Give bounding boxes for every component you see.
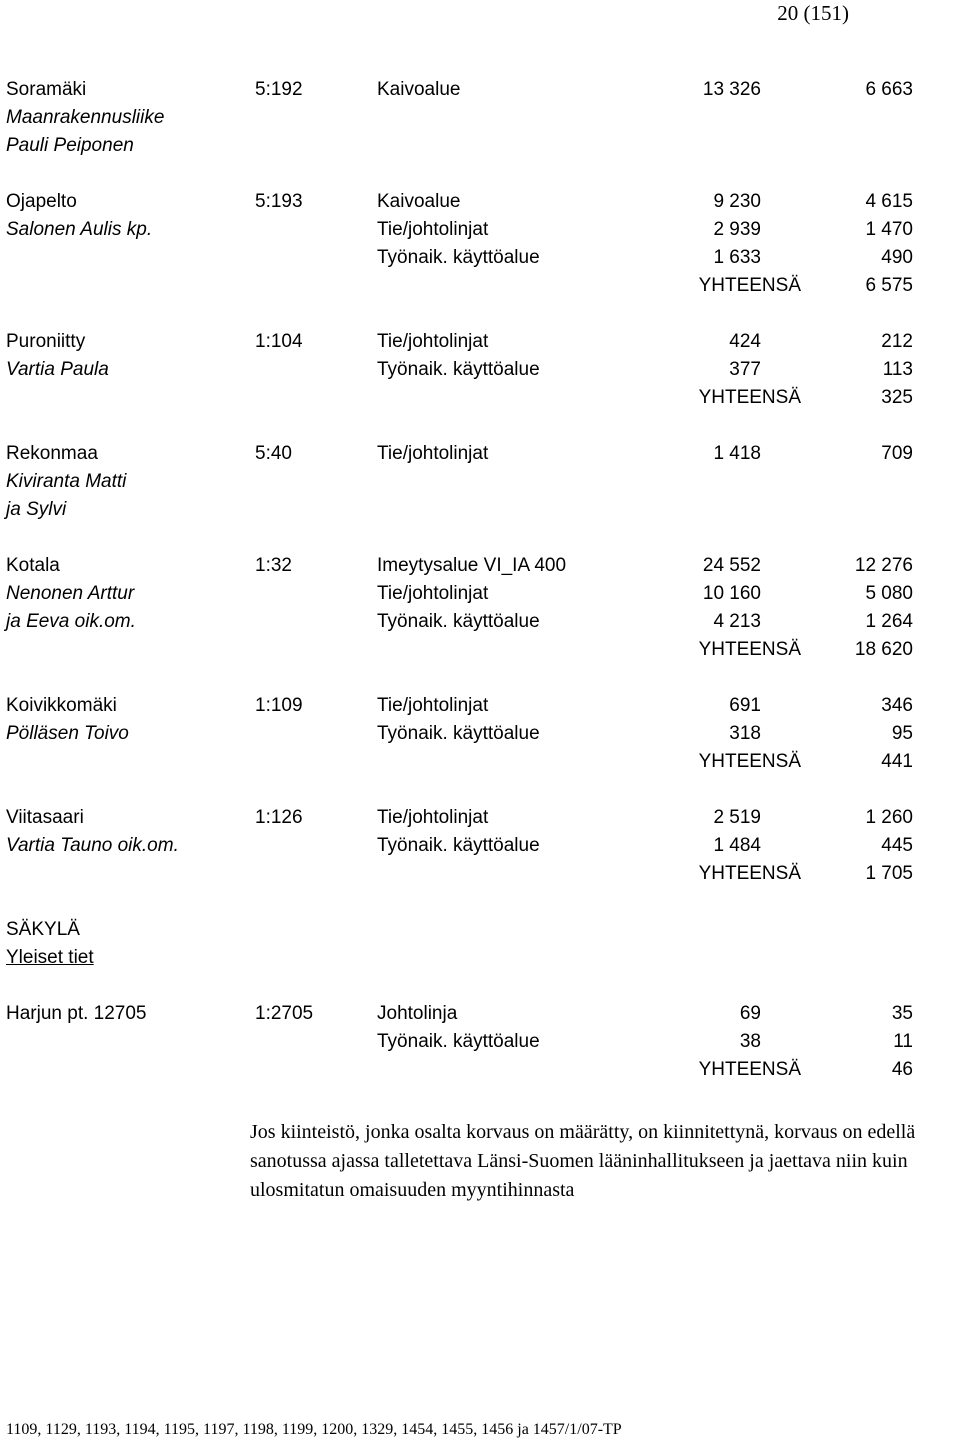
owner-cell: ja Eeva oik.om.	[6, 611, 136, 632]
table-row	[0, 944, 960, 972]
area-type-cell: Kaivoalue	[377, 191, 461, 212]
area-cell: 691	[729, 695, 761, 716]
row-spacer	[0, 888, 960, 916]
total-label-cell: YHTEENSÄ	[698, 751, 801, 772]
amount-cell: 709	[881, 443, 913, 464]
amount-cell: 1 470	[865, 219, 913, 240]
table-row	[0, 188, 960, 216]
table-row	[0, 384, 960, 412]
area-cell: 1 418	[713, 443, 761, 464]
area-type-cell: Työnaik. käyttöalue	[377, 611, 540, 632]
table-row	[0, 804, 960, 832]
table-row	[0, 552, 960, 580]
footer-reference: 1109, 1129, 1193, 1194, 1195, 1197, 1198, 1199, 1200, 1329, 1454, 1455, 1456 ja 1457/1/07-TP	[6, 1421, 622, 1438]
row-spacer	[0, 524, 960, 552]
area-cell: 2 939	[713, 219, 761, 240]
owner-cell: Koivikkomäki	[6, 695, 117, 716]
table-row	[0, 916, 960, 944]
area-cell: 13 326	[702, 79, 761, 100]
area-type-cell: Imeytysalue VI_IA 400	[377, 555, 567, 576]
total-amount-cell: 325	[881, 387, 913, 408]
owner-cell: Kiviranta Matti	[6, 471, 127, 492]
owner-cell: Harjun pt. 12705	[6, 1003, 147, 1024]
amount-cell: 35	[891, 1003, 913, 1024]
area-type-cell: Tie/johtolinjat	[377, 331, 489, 352]
total-amount-cell: 46	[891, 1059, 913, 1080]
parcel-cell: 5:192	[255, 79, 303, 100]
parcel-cell: 1:109	[255, 695, 303, 716]
owner-cell: ja Sylvi	[6, 499, 67, 520]
area-cell: 24 552	[702, 555, 761, 576]
row-spacer	[0, 664, 960, 692]
table-row	[0, 440, 960, 468]
total-label-cell: YHTEENSÄ	[698, 275, 801, 296]
total-amount-cell: 18 620	[854, 639, 913, 660]
table-row	[0, 468, 960, 496]
table-row	[0, 720, 960, 748]
parcel-cell: 1:32	[255, 555, 292, 576]
parcel-cell: 5:193	[255, 191, 303, 212]
owner-cell: Nenonen Arttur	[6, 583, 135, 604]
total-label-cell: YHTEENSÄ	[698, 387, 801, 408]
compensation-table	[0, 76, 960, 1084]
amount-cell: 1 264	[865, 611, 913, 632]
row-spacer	[0, 412, 960, 440]
amount-cell: 5 080	[865, 583, 913, 604]
table-row	[0, 1028, 960, 1056]
area-type-cell: Johtolinja	[377, 1003, 458, 1024]
row-spacer	[0, 776, 960, 804]
amount-cell: 1 260	[865, 807, 913, 828]
amount-cell: 6 663	[865, 79, 913, 100]
area-type-cell: Tie/johtolinjat	[377, 219, 489, 240]
table-row	[0, 356, 960, 384]
amount-cell: 212	[881, 331, 913, 352]
amount-cell: 4 615	[865, 191, 913, 212]
total-amount-cell: 6 575	[865, 275, 913, 296]
area-cell: 1 484	[713, 835, 761, 856]
owner-cell: SÄKYLÄ	[6, 919, 80, 940]
row-spacer	[0, 160, 960, 188]
area-type-cell: Kaivoalue	[377, 79, 461, 100]
table-row	[0, 860, 960, 888]
parcel-cell: 1:126	[255, 807, 303, 828]
note-paragraph: Jos kiinteistö, jonka osalta korvaus on määrätty, on kiinnitettynä, korvaus on edellä sanotussa ajassa talletettava Länsi-Suomen lääninhallitukseen ja jaettava niin kuin ulosmitatun omaisuuden myyntihinnasta	[250, 1121, 916, 1201]
owner-cell: Rekonmaa	[6, 443, 98, 464]
table-row	[0, 608, 960, 636]
table-row	[0, 832, 960, 860]
area-cell: 318	[729, 723, 761, 744]
owner-cell: Soramäki	[6, 79, 87, 100]
amount-cell: 95	[891, 723, 913, 744]
area-type-cell: Työnaik. käyttöalue	[377, 1031, 540, 1052]
owner-cell: Salonen Aulis kp.	[6, 219, 153, 240]
owner-cell: Kotala	[6, 555, 60, 576]
owner-cell: Vartia Paula	[6, 359, 109, 380]
amount-cell: 346	[881, 695, 913, 716]
area-type-cell: Tie/johtolinjat	[377, 443, 489, 464]
parcel-cell: 5:40	[255, 443, 292, 464]
table-row	[0, 580, 960, 608]
total-label-cell: YHTEENSÄ	[698, 639, 801, 660]
row-spacer	[0, 300, 960, 328]
table-row	[0, 272, 960, 300]
total-amount-cell: 441	[881, 751, 913, 772]
area-cell: 9 230	[713, 191, 761, 212]
table-row	[0, 748, 960, 776]
table-row	[0, 496, 960, 524]
row-spacer	[0, 972, 960, 1000]
table-row	[0, 76, 960, 104]
total-label-cell: YHTEENSÄ	[698, 863, 801, 884]
area-cell: 69	[739, 1003, 761, 1024]
area-cell: 2 519	[713, 807, 761, 828]
owner-cell: Puroniitty	[6, 331, 86, 352]
owner-cell: Ojapelto	[6, 191, 77, 212]
table-row	[0, 216, 960, 244]
parcel-cell: 1:104	[255, 331, 303, 352]
owner-cell: Maanrakennusliike	[6, 107, 165, 128]
table-row	[0, 328, 960, 356]
area-type-cell: Työnaik. käyttöalue	[377, 359, 540, 380]
amount-cell: 11	[893, 1031, 913, 1052]
area-cell: 38	[739, 1031, 761, 1052]
table-row	[0, 692, 960, 720]
area-type-cell: Työnaik. käyttöalue	[377, 835, 540, 856]
area-type-cell: Tie/johtolinjat	[377, 583, 489, 604]
area-cell: 424	[729, 331, 761, 352]
table-row	[0, 104, 960, 132]
area-type-cell: Tie/johtolinjat	[377, 807, 489, 828]
table-row	[0, 1056, 960, 1084]
area-type-cell: Työnaik. käyttöalue	[377, 723, 540, 744]
owner-cell: Vartia Tauno oik.om.	[6, 835, 179, 856]
owner-cell: Pölläsen Toivo	[6, 723, 129, 744]
table-row	[0, 244, 960, 272]
amount-cell: 12 276	[854, 555, 913, 576]
owner-cell: Viitasaari	[6, 807, 84, 828]
total-label-cell: YHTEENSÄ	[698, 1059, 801, 1080]
owner-cell: Yleiset tiet	[6, 947, 94, 968]
table-row	[0, 1000, 960, 1028]
table-row	[0, 636, 960, 664]
area-cell: 10 160	[702, 583, 761, 604]
area-cell: 1 633	[713, 247, 761, 268]
page-number: 20 (151)	[777, 1, 849, 25]
area-type-cell: Tie/johtolinjat	[377, 695, 489, 716]
area-cell: 4 213	[713, 611, 761, 632]
area-cell: 377	[729, 359, 761, 380]
table-row	[0, 132, 960, 160]
parcel-cell: 1:2705	[255, 1003, 314, 1024]
amount-cell: 445	[881, 835, 913, 856]
amount-cell: 490	[881, 247, 913, 268]
area-type-cell: Työnaik. käyttöalue	[377, 247, 540, 268]
total-amount-cell: 1 705	[865, 863, 913, 884]
owner-cell: Pauli Peiponen	[6, 135, 134, 156]
amount-cell: 113	[882, 359, 913, 380]
